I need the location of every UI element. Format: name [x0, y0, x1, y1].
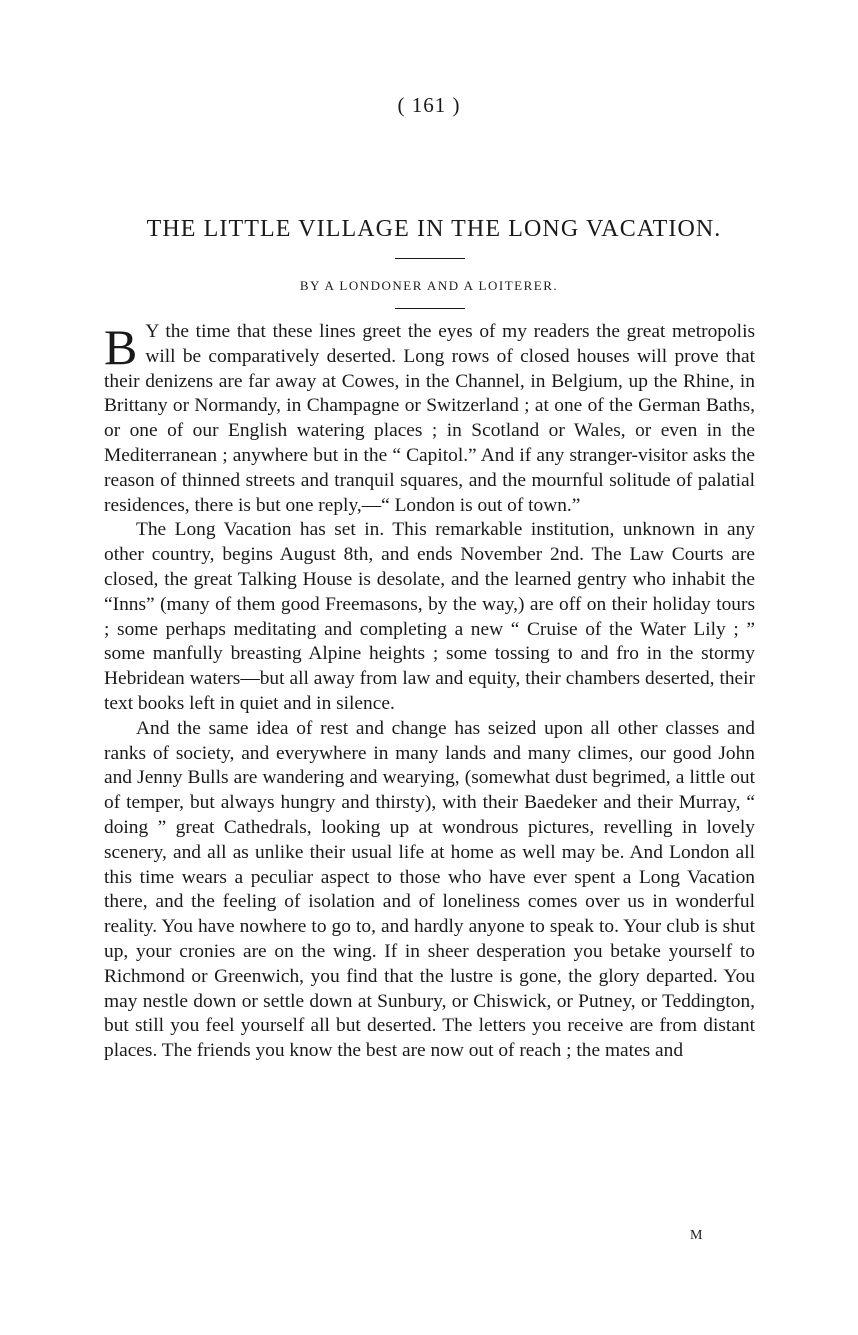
byline: BY A LONDONER AND A LOITERER.	[299, 278, 559, 293]
drop-cap: B	[104, 319, 138, 375]
paragraph-2: The Long Vacation has set in. This remarkable institution, unknown in any other country, begins August 8th, and ends November 2nd. The Law Courts are closed, the great Talking House is desolate, and the learned gentry who inhabit the “Inns” (many of them good Freemasons, by the way,) are off on their holiday tours ; some perhaps meditating and completing a new “ Cruise of the Water Lily ; ” some manfully breasting Alpine heights ; some tossing to and fro in the stormy Hebridean waters—but all away from law and equity, their chambers deserted, their text books left in quiet and in silence.	[104, 519, 755, 714]
paragraph-1	[104, 320, 755, 518]
paragraph-3: And the same idea of rest and change has seized upon all other classes and ranks of society, and everywhere in many lands and many climes, our good John and Jenny Bulls are wandering and wearying, (somewhat dust begrimed, a little out of temper, but always hungry and thirsty), with their Baedeker and their Murray, “ doing ” great Cathedrals, looking up at wondrous pictures, revelling in lovely scenery, and all as unlike their usual life at home as well may be. And London all this time wears a peculiar aspect to those who have ever spent a Long Vacation there, and the feeling of isolation and of loneliness comes over us in wonderful reality. You have nowhere to go to, and hardly anyone to speak to. Your club is shut up, your cronies are on the wing. If in sheer desperation you betake yourself to Richmond or Greenwich, you find that the lustre is gone, the glory departed. You may nestle down or settle down at Sunbury, or Chiswick, or Putney, or Teddington, but still you feel yourself all but deserted. The letters you receive are from distant places. The friends you know the best are now out of reach ; the mates and	[104, 717, 755, 1062]
page-number: ( 161 )	[397, 93, 461, 117]
signature-mark: M	[690, 1228, 704, 1243]
article-body	[104, 320, 755, 1064]
byline-divider	[395, 308, 465, 309]
title-divider	[395, 258, 465, 259]
paragraph-1-text: Y the time that these lines greet the eyes of my readers the great metropolis will be comparatively deserted. Long rows of closed houses will prove that their denizens are far away at Cowes, in the Channel, in Belgium, up the Rhine, in Brittany or Normandy, in Champagne or Switzerland ; at one of the German Baths, or one of our English watering places ; in Scotland or Wales, or even in the Mediterranean ; anywhere but in the “ Capitol.” And if any stranger-visitor asks the reason of thinned streets and tranquil squares, and the mournful solitude of palatial residences, there is but one reply,—“ London is out of town.”	[104, 321, 755, 516]
article-title: THE LITTLE VILLAGE IN THE LONG VACATION.	[146, 216, 722, 242]
